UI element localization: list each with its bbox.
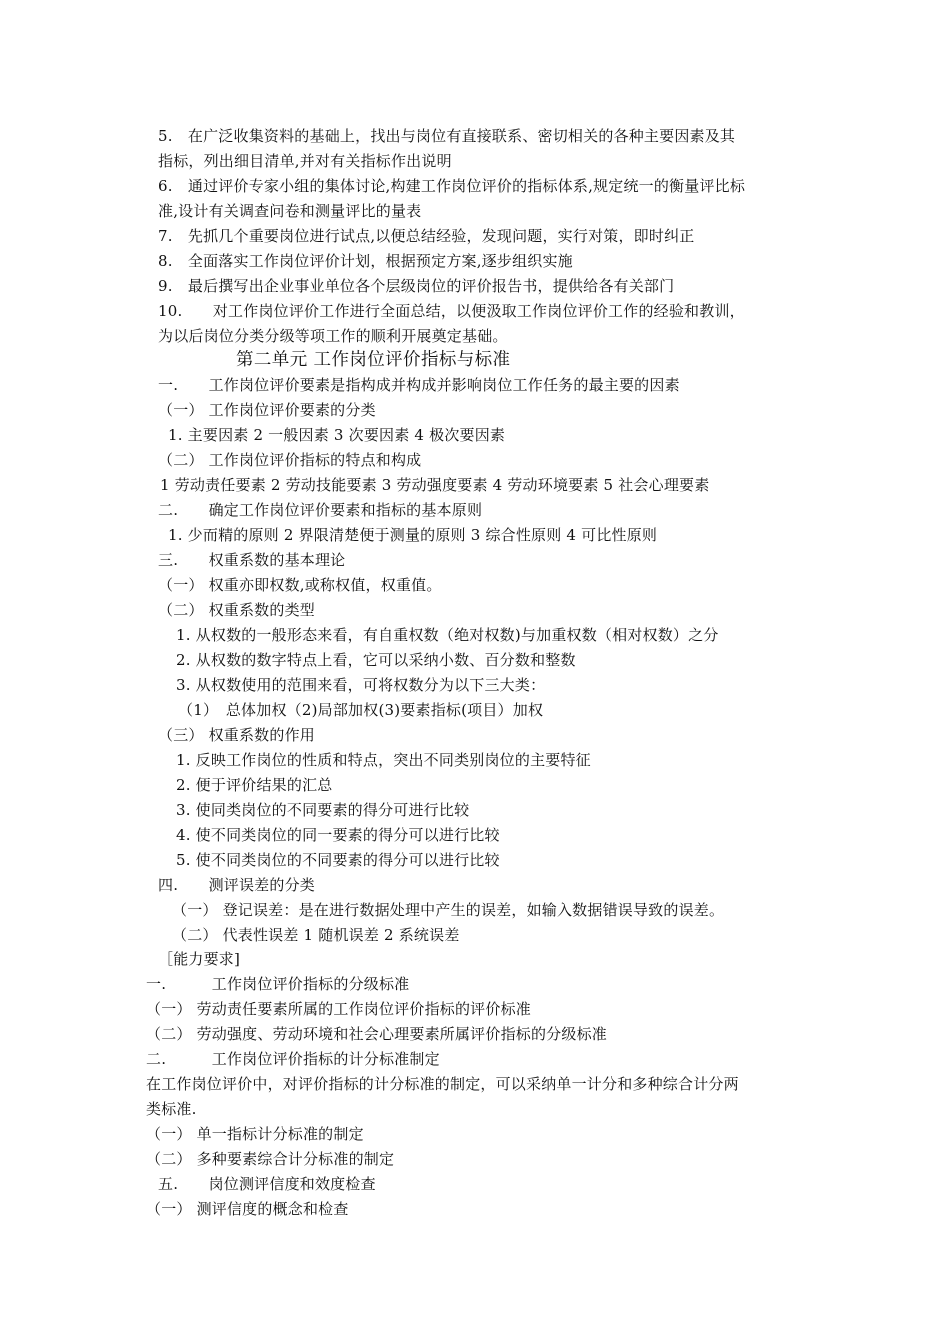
list-item-6-cont: 准,设计有关调查问卷和测量评比的量表 <box>158 202 422 220</box>
section-heading: 二. 工作岗位评价指标的计分标准制定 <box>146 1050 440 1068</box>
list-item-7: 7. 先抓几个重要岗位进行试点,以便总结经验，发现问题，实行对策，即时纠正 <box>158 227 695 245</box>
list-item-5: 5. 在广泛收集资料的基础上，找出与岗位有直接联系、密切相关的各种主要因素及其 <box>158 127 736 145</box>
section-5-heading: 五. 岗位测评信度和效度检查 <box>158 1175 376 1193</box>
paragraph: 在工作岗位评价中，对评价指标的计分标准的制定，可以采纳单一计分和多种综合计分两 <box>146 1075 739 1093</box>
section-heading: 一. 工作岗位评价指标的分级标准 <box>146 975 410 993</box>
list-item-10: 10. 对工作岗位评价工作进行全面总结，以便汲取工作岗位评价工作的经验和教训， <box>158 302 745 320</box>
list-item-9: 9. 最后撰写出企业事业单位各个层级岗位的评价报告书，提供给各有关部门 <box>158 277 675 295</box>
list-item: （1） 总体加权（2)局部加权(3)要素指标(项目）加权 <box>178 701 544 719</box>
subsection-heading: （一） 工作岗位评价要素的分类 <box>158 401 376 419</box>
list-item: 3. 从权数使用的范围来看，可将权数分为以下三大类： <box>176 676 546 694</box>
list-item: 1. 从权数的一般形态来看，有自重权数（绝对权数)与加重权数（相对权数）之分 <box>176 626 719 644</box>
list-item-5-cont: 指标，列出细目清单,并对有关指标作出说明 <box>158 152 452 170</box>
section-2-heading: 二. 确定工作岗位评价要素和指标的基本原则 <box>158 501 483 519</box>
list-item: 5. 使不同类岗位的不同要素的得分可以进行比较 <box>176 851 500 869</box>
unit-title: 第二单元 工作岗位评价指标与标准 <box>236 350 511 370</box>
list-item: 1. 少而精的原则 2 界限清楚便于测量的原则 3 综合性原则 4 可比性原则 <box>168 526 658 544</box>
section-3-heading: 三. 权重系数的基本理论 <box>158 551 346 569</box>
subsection-heading: （一） 测评信度的概念和检查 <box>146 1200 349 1218</box>
list-item: 2. 便于评价结果的汇总 <box>176 776 333 794</box>
subsection-heading: （一） 单一指标计分标准的制定 <box>146 1125 364 1143</box>
ability-requirements-heading: ［能力要求] <box>158 950 241 968</box>
paragraph-cont: 类标准. <box>146 1100 197 1118</box>
subsection-heading: （三） 权重系数的作用 <box>158 726 315 744</box>
list-item-8: 8. 全面落实工作岗位评价计划，根据预定方案,逐步组织实施 <box>158 252 573 270</box>
list-item-6: 6. 通过评价专家小组的集体讨论,构建工作岗位评价的指标体系,规定统一的衡量评比标 <box>158 177 746 195</box>
subsection-heading: （二） 劳动强度、劳动环境和社会心理要素所属评价指标的分级标准 <box>146 1025 607 1043</box>
list-item: 2. 从权数的数字特点上看，它可以采纳小数、百分数和整数 <box>176 651 576 669</box>
section-4-heading: 四. 测评误差的分类 <box>158 876 315 894</box>
list-item: 1. 主要因素 2 一般因素 3 次要因素 4 极次要因素 <box>168 426 506 444</box>
subsection-heading: （二） 代表性误差 1 随机误差 2 系统误差 <box>172 926 460 944</box>
list-item: 1. 反映工作岗位的性质和特点，突出不同类别岗位的主要特征 <box>176 751 591 769</box>
list-item: 4. 使不同类岗位的同一要素的得分可以进行比较 <box>176 826 500 844</box>
subsection-heading: （二） 权重系数的类型 <box>158 601 315 619</box>
subsection-heading: （一） 登记误差：是在进行数据处理中产生的误差，如输入数据错误导致的误差。 <box>172 901 725 919</box>
subsection-heading: （一） 劳动责任要素所属的工作岗位评价指标的评价标准 <box>146 1000 531 1018</box>
subsection-heading: （二） 工作岗位评价指标的特点和构成 <box>158 451 422 469</box>
list-item: 3. 使同类岗位的不同要素的得分可进行比较 <box>176 801 470 819</box>
subsection-heading: （一） 权重亦即权数,或称权值，权重值。 <box>158 576 442 594</box>
subsection-heading: （二） 多种要素综合计分标准的制定 <box>146 1150 395 1168</box>
list-item: 1 劳动责任要素 2 劳动技能要素 3 劳动强度要素 4 劳动环境要素 5 社会心理要素 <box>160 476 710 494</box>
section-1-heading: 一. 工作岗位评价要素是指构成并构成并影响岗位工作任务的最主要的因素 <box>158 376 680 394</box>
list-item-10-cont: 为以后岗位分类分级等项工作的顺利开展奠定基础。 <box>158 327 508 345</box>
